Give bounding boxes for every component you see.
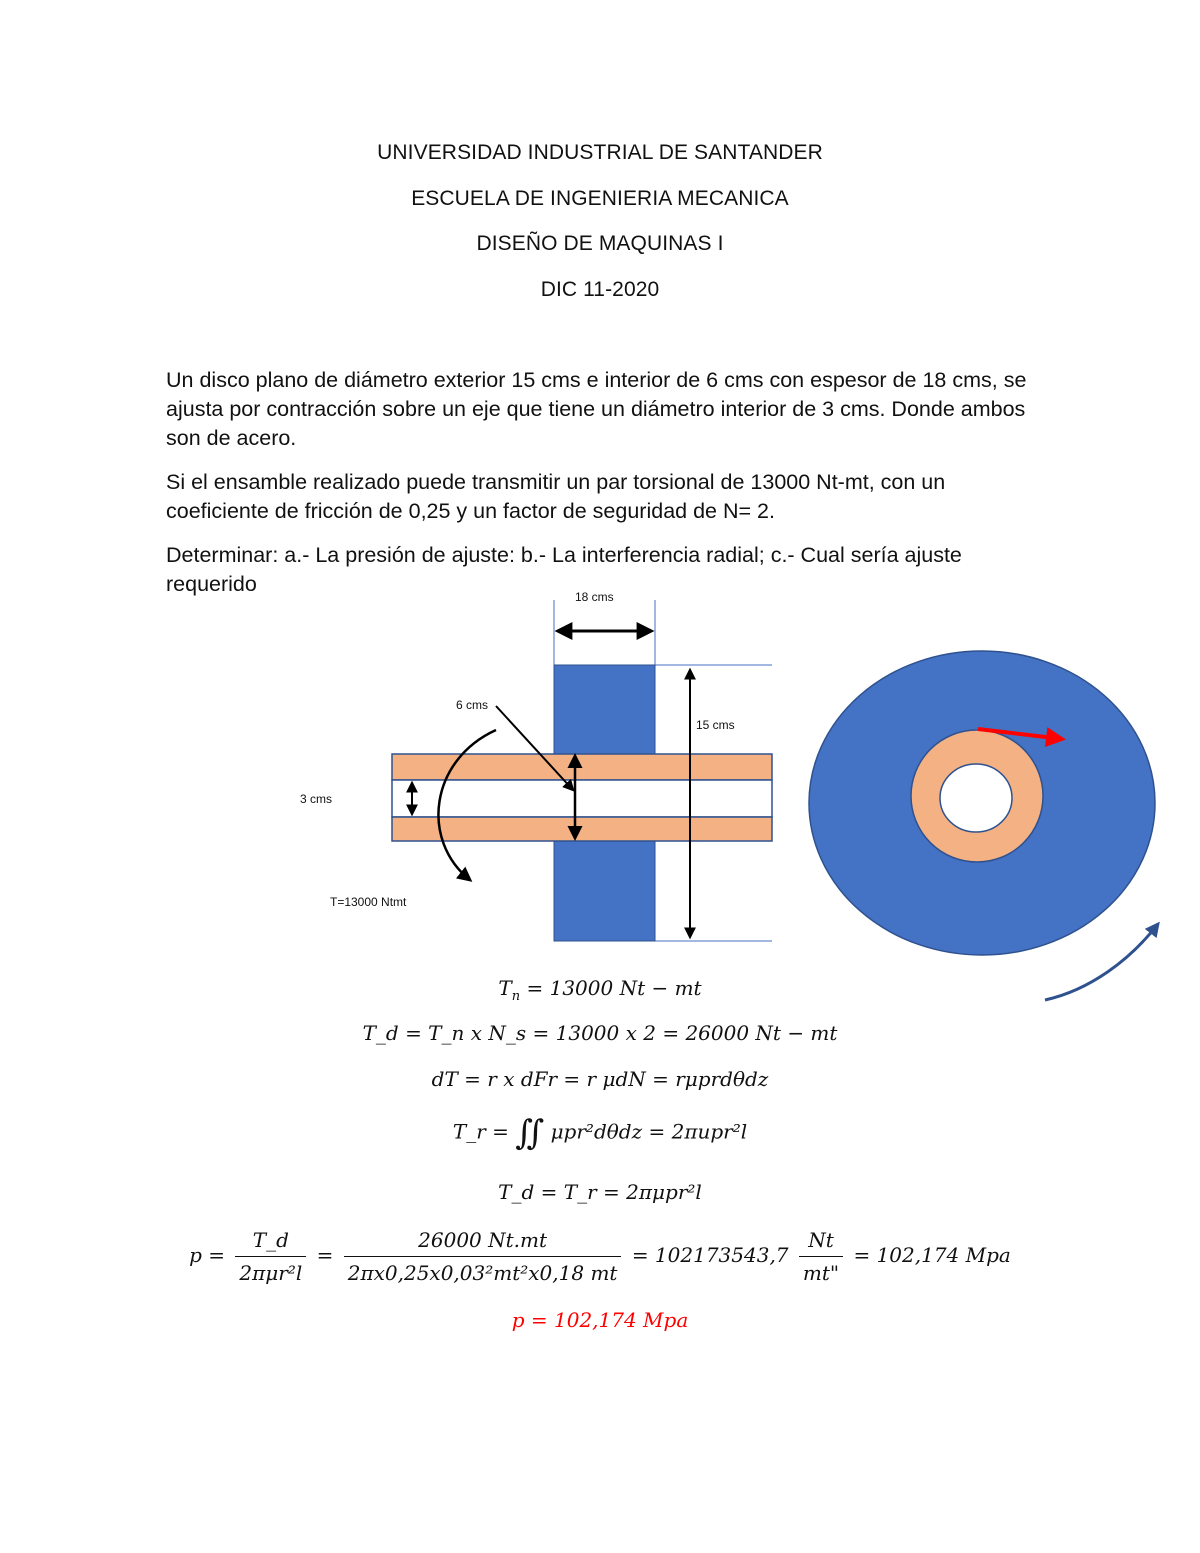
course-title: DISEÑO DE MAQUINAS I (476, 232, 724, 255)
outer-diameter-label: 15 cms (696, 718, 735, 732)
equation-pressure: p = $\frac{T\_d}{\text{2πμr²l}}$ = $\frac{26000 Nt.mt}{\text{2πx0,25x0,03²mt²x0,18 mt}}$ = 102173543,7 $\frac{Nt}{mt"}$ = 102,174 Mpa (189, 1228, 1011, 1285)
exam-date: DIC 11-2020 (540, 278, 660, 301)
school-title: ESCUELA DE INGENIERIA MECANICA (411, 187, 789, 210)
double-integral-symbol: ∬ (515, 1113, 545, 1153)
equation-torque-equality: T_d = T_r = 2πμpr²l (498, 1180, 702, 1204)
torque-label: T=13000 Ntmt (330, 895, 407, 909)
shaft-lower-wall (392, 817, 772, 841)
equation-nominal-torque: $T_n = 13000$ Nt − mt (498, 976, 702, 1004)
problem-paragraph-3: Determinar: a.- La presión de ajuste: b.- La interferencia radial; c.- Cual sería ajuste requerido (166, 543, 962, 596)
equation-design-torque: T_d = T_n x N_s = 13000 x 2 = 26000 Nt − mt (362, 1021, 838, 1045)
equation-torque-differential: dT = r x dFr = r μdN = rμprdθdz (431, 1067, 769, 1091)
equation-torque-integral: T_r = ∬ μpr²dθdz = 2πupr²l (452, 1113, 748, 1153)
fraction-numeric: $\frac{26000 Nt.mt}{\text{2πx0,25x0,03²mt²x0,18 mt}}$ (344, 1228, 622, 1285)
university-title: UNIVERSIDAD INDUSTRIAL DE SANTANDER (377, 141, 823, 164)
inner-diameter-label: 6 cms (456, 698, 489, 712)
fraction-units: $\frac{Nt}{mt"}$ (799, 1228, 843, 1285)
shaft-upper-wall (392, 754, 772, 780)
thickness-label: 18 cms (575, 590, 614, 604)
fraction-symbolic: $\frac{T\_d}{\text{2πμr²l}}$ (235, 1228, 306, 1285)
result-pressure: p = 102,174 Mpa (511, 1308, 689, 1332)
shaft-bore (392, 780, 772, 817)
bore-diameter-label: 3 cms (300, 792, 333, 806)
problem-paragraph-1: Un disco plano de diámetro exterior 15 cms e interior de 6 cms con espesor de 18 cms, se ajusta por contracción sobre un eje que tiene un diámetro interior de 3 cms. Donde ambos son de acero. (166, 368, 1027, 450)
problem-paragraph-2: Si el ensamble realizado puede transmitir un par torsional de 13000 Nt-mt, con un coeficiente de fricción de 0,25 y un factor de seguridad de N= 2. (166, 470, 946, 523)
bore-front-view (940, 764, 1012, 832)
